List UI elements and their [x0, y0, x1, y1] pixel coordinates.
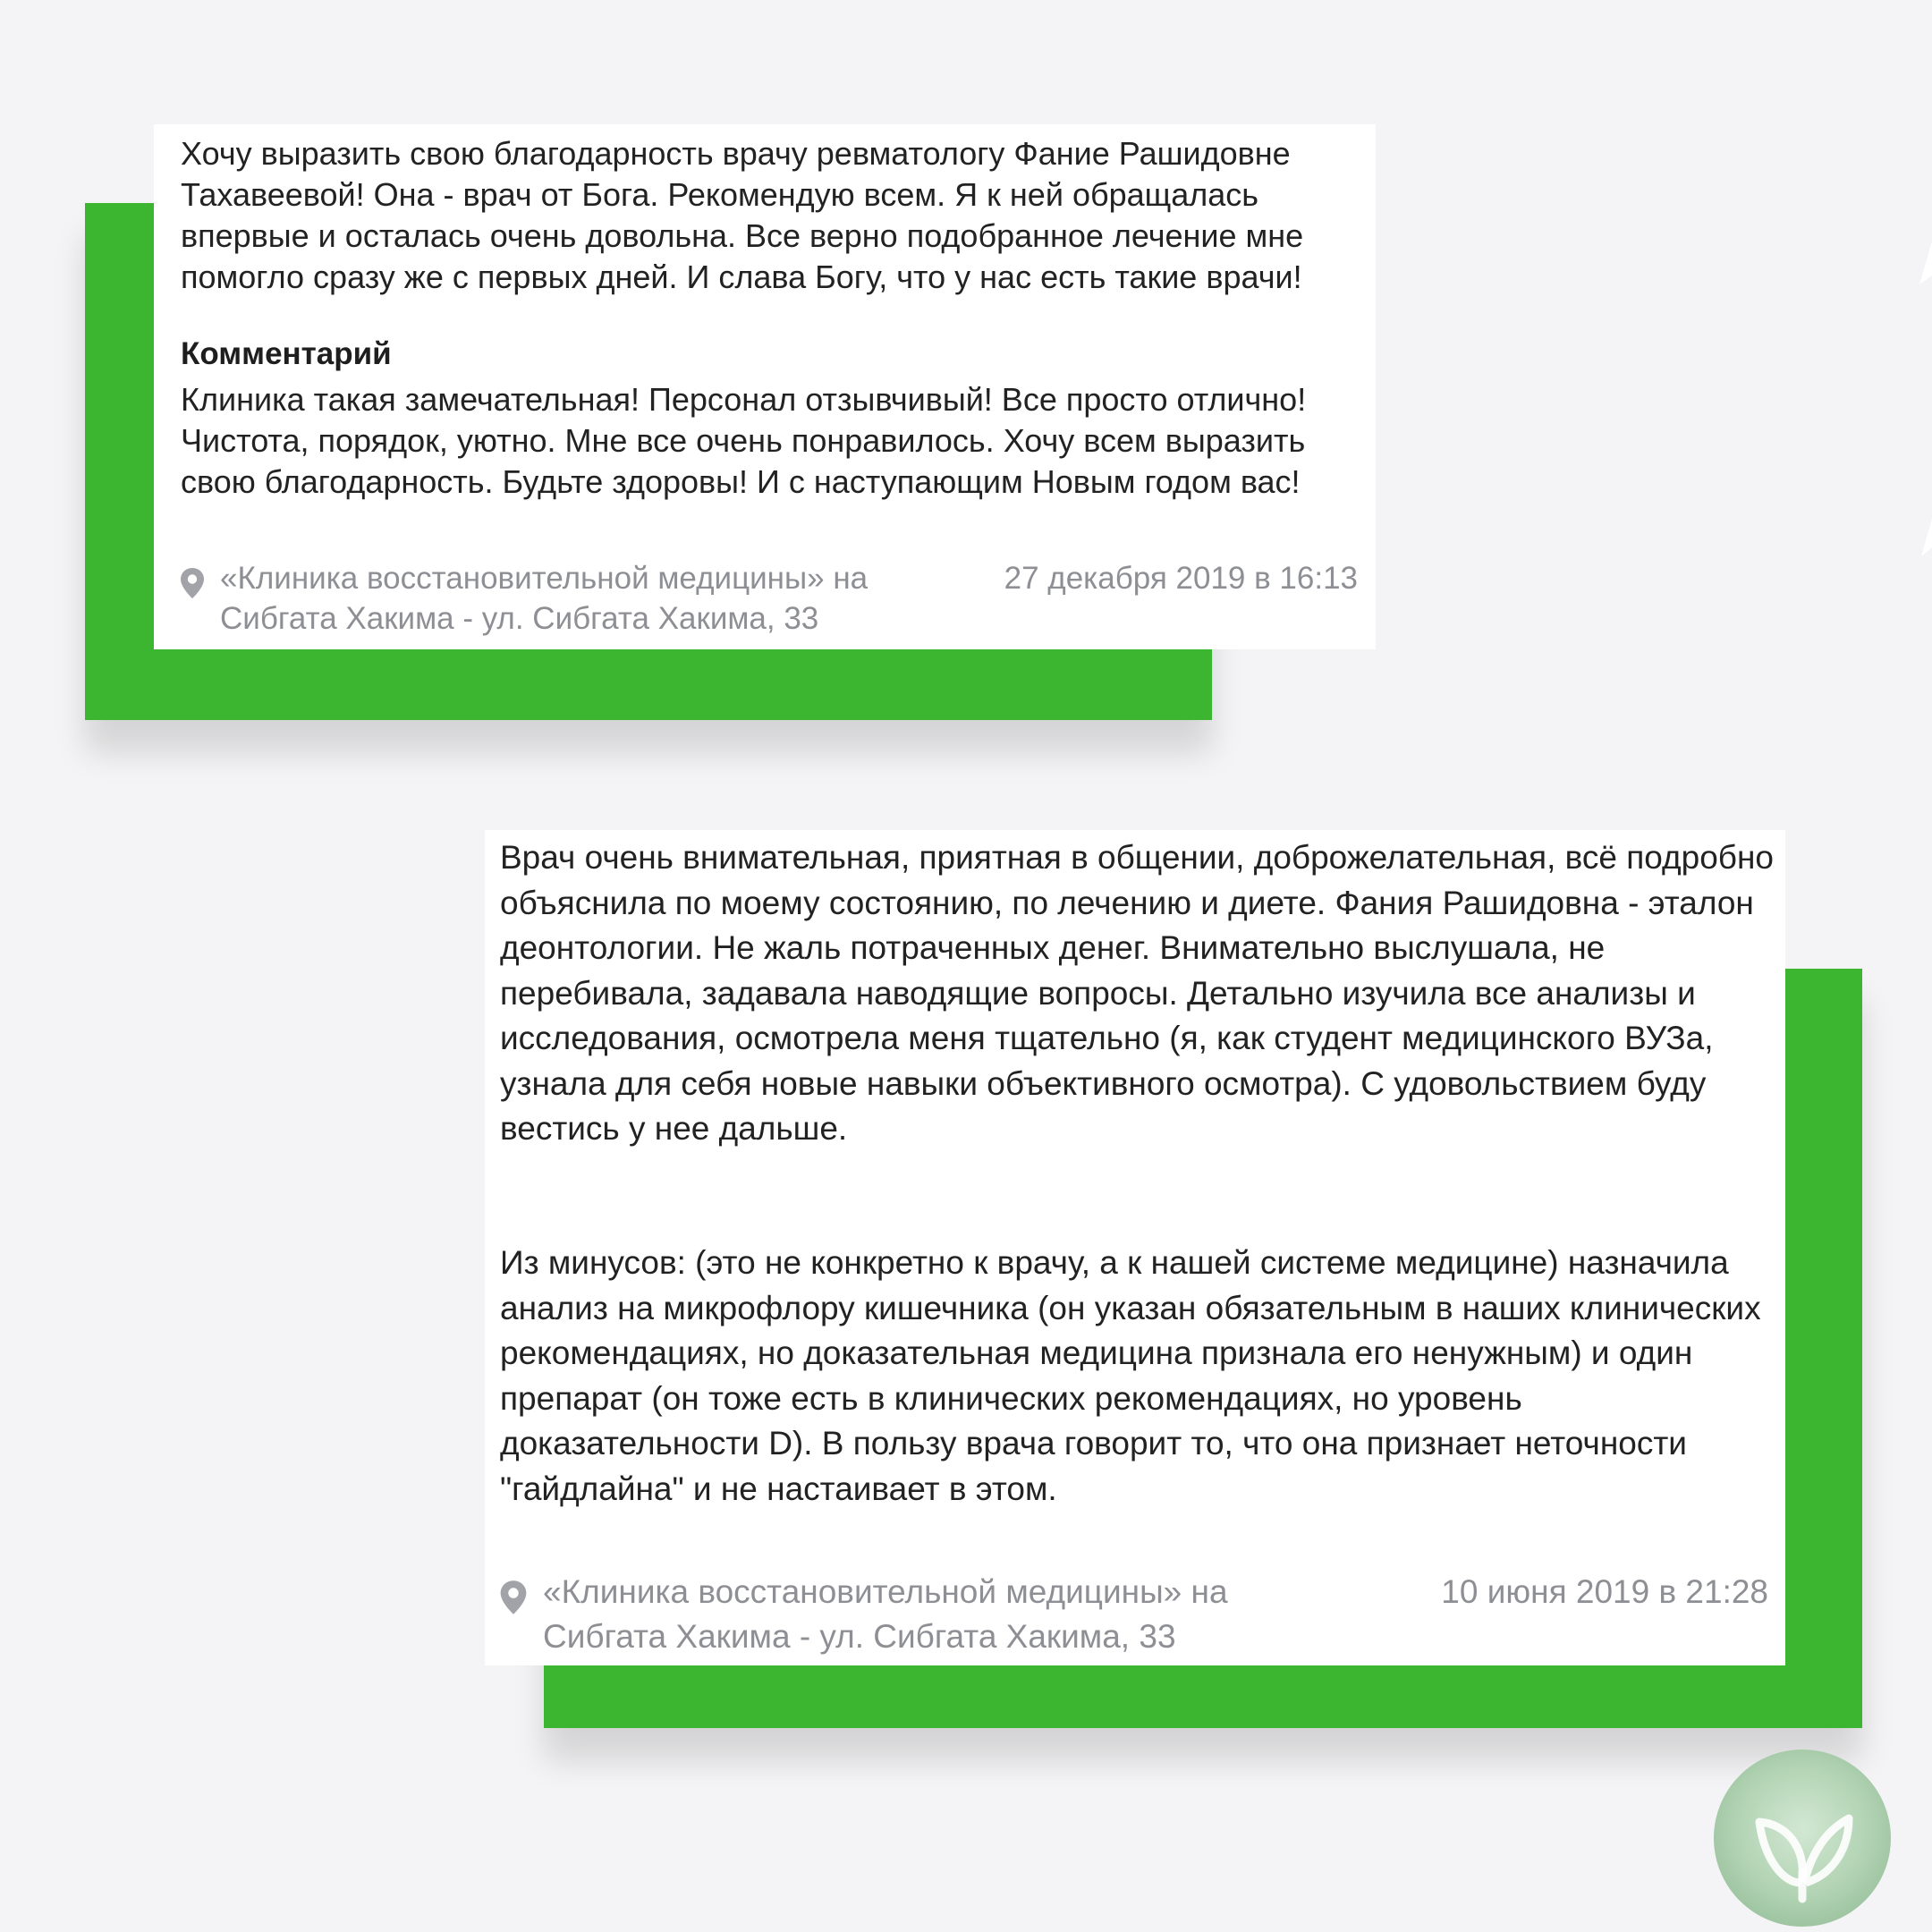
review-2-date: 10 июня 2019 в 21:28 [1441, 1573, 1768, 1610]
review-1-meta [154, 558, 1376, 639]
leaf-logo-icon [1713, 1749, 1892, 1928]
review-1-comment-text: Клиника такая замечательная! Персонал отзывчивый! Все просто отлично! Чистота, порядок, уютно. Мне все очень понравилось. Хочу всем выразить свою благодарность. Будьте здоровы! И с наступающим Новым годом вас! [181, 381, 1307, 500]
review-1-comment-heading: Комментарий [181, 336, 392, 371]
review-1-location[interactable]: «Клиника восстановительной медицины» на Сибгата Хакима - ул. Сибгата Хакима, 33 [220, 561, 869, 636]
review-1-date: 27 декабря 2019 в 16:13 [1004, 561, 1358, 596]
review-card-2 [485, 830, 1785, 1665]
review-card-1 [154, 124, 1376, 649]
review-2-location[interactable]: «Клиника восстановительной медицины» на Сибгата Хакима - ул. Сибгата Хакима, 33 [543, 1573, 1228, 1655]
review-2-text: Врач очень внимательная, приятная в общении, доброжелательная, всё подробно объяснила по моему состоянию, по лечению и диете. Фания Рашидовна - эталон деонтологии. Не жаль потраченных денег. Внимательно выслушала, не перебивала, задавала наводящие вопросы. Детально изучила все анализы и исследования, осмотрела меня тщательно (я, как студент медицинского ВУЗа, узнала для себя новые навыки объективного осмотра). С удовольствием буду вестись у нее дальше. [500, 839, 1774, 1147]
review-2-meta [485, 1570, 1785, 1664]
review-2-text-2: Из минусов: (это не конкретно к врачу, а к нашей системе медицине) назначила анализ на микрофлору кишечника (он указан обязательным в наших клинических рекомендациях, но доказательная медицина признала его ненужным) и один препарат (он тоже есть в клинических рекомендациях, но уровень доказательности D). В пользу врача говорит то, что она признает неточности "гайдлайна" и не настаивает в этом. [500, 1244, 1761, 1507]
review-1-text: Хочу выразить свою благодарность врачу ревматологу Фание Рашидовне Тахавеевой! Она - врач от Бога. Рекомендую всем. Я к ней обращалась впервые и осталась очень довольна. Все верно подобранное лечение мне помогло сразу же с первых дней. И слава Богу, что у нас есть такие врачи! [181, 135, 1304, 295]
edge-decoration [1911, 224, 1932, 581]
